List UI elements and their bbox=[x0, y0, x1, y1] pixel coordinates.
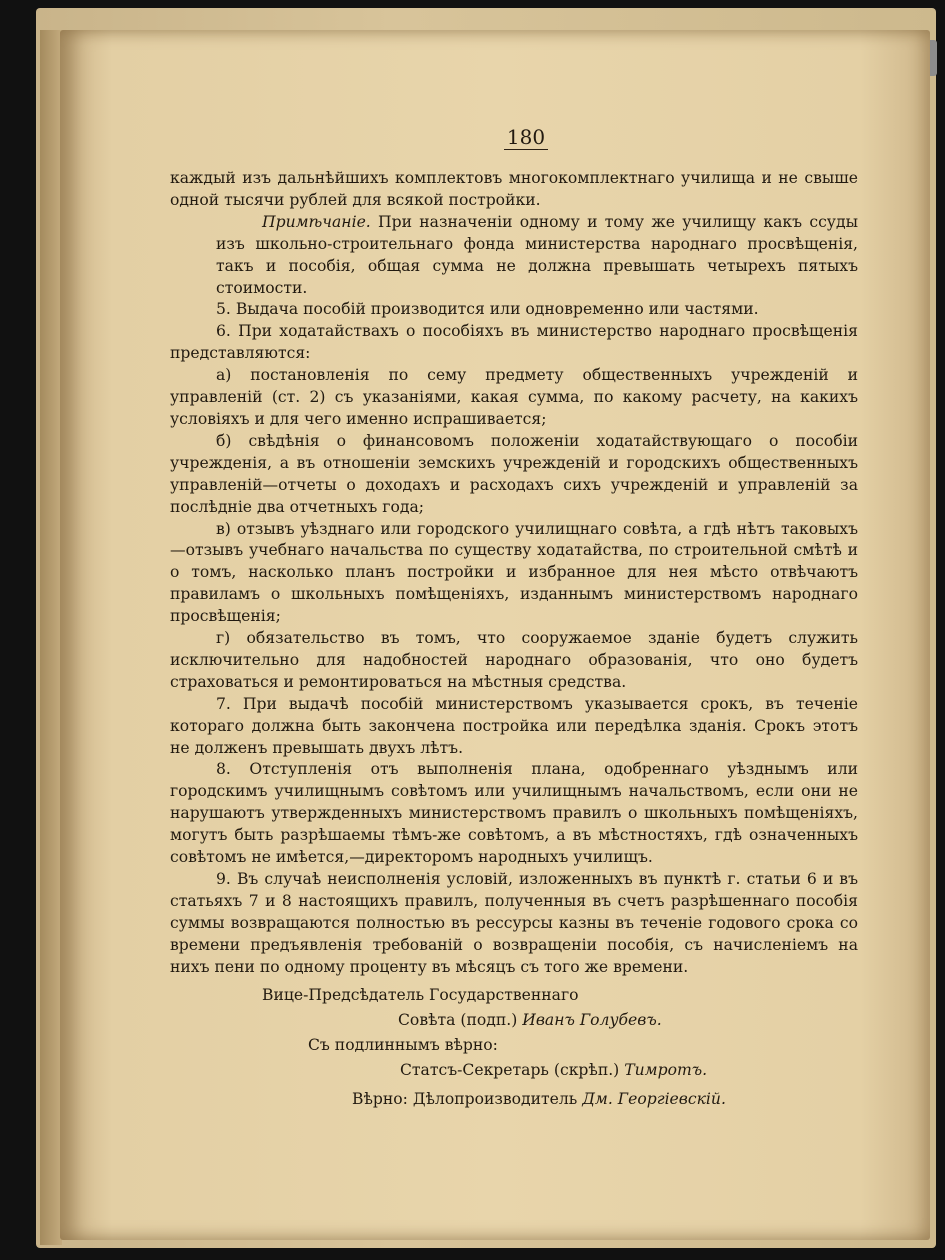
book-spine bbox=[40, 30, 62, 1245]
signature-name-georgievsky: Дм. Георгіевскій. bbox=[582, 1089, 726, 1108]
paragraph-7: 7. При выдачѣ пособій министерствомъ указывается срокъ, въ теченіе котораго должна быть закончена постройка или передѣлка зданія. Срокъ этотъ не долженъ превышать двухъ лѣтъ. bbox=[170, 694, 858, 757]
signature-line-5 bbox=[170, 1087, 858, 1112]
paragraph-6a: а) постановленія по сему предмету общественныхъ учрежденій и управленій (ст. 2) съ указаніями, какая сумма, по какому расчету, на какихъ условіяхъ и для чего именно испрашивается; bbox=[170, 366, 858, 428]
signature-line-4 bbox=[170, 1058, 858, 1083]
paragraph-6g: г) обязательство въ томъ, что сооружаемое зданіе будетъ служить исключительно для надобностей народнаго образованія, что оно будетъ страховаться и ремонтироваться на мѣстныя средства. bbox=[170, 629, 858, 691]
paragraph-5: 5. Выдача пособій производится или одновременно или частями. bbox=[216, 300, 759, 319]
paragraph-9: 9. Въ случаѣ неисполненія условій, изложенныхъ въ пунктѣ г. статьи 6 и въ статьяхъ 7 и 8 настоящихъ правилъ, полученныя въ счетъ разрѣшеннаго пособія суммы возвращаются полностью въ рессурсы казны въ теченіе годового срока со времени предъявленія требованій о возвращеніи пособія, съ начисленіемъ на нихъ пени по одному проценту въ мѣсяцъ съ того же времени. bbox=[170, 870, 858, 976]
page-text-block bbox=[170, 122, 858, 1112]
page-number: 180 bbox=[170, 122, 858, 152]
paragraph-6: 6. При ходатайствахъ о пособіяхъ въ министерство народнаго просвѣщенія представляются: bbox=[170, 322, 858, 363]
signature-prefix-4: Статсъ-Секретарь (скрѣп.) bbox=[400, 1060, 625, 1079]
note-text: При назначеніи одному и тому же училищу какъ ссуды изъ школьно-строительнаго фонда министерства народнаго просвѣщенія, такъ и пособія, общая сумма не должна превышать четырехъ пятыхъ стоимости. bbox=[216, 212, 858, 297]
paragraph-6v: в) отзывъ уѣзднаго или городского училищнаго совѣта, а гдѣ нѣтъ таковыхъ—отзывъ учебнаго начальства по существу ходатайства, по строительной смѣтѣ и о томъ, насколько планъ постройки и избранное для нея мѣсто отвѣчаютъ правиламъ о школьныхъ помѣщеніяхъ, изданнымъ министерствомъ народнаго просвѣщенія; bbox=[170, 519, 858, 626]
signature-prefix-2: Совѣта (подп.) bbox=[398, 1010, 523, 1029]
signature-line-3: Съ подлиннымъ вѣрно: bbox=[308, 1035, 498, 1054]
signature-line-2 bbox=[170, 1008, 858, 1033]
signature-name-timrot: Тимротъ. bbox=[624, 1060, 708, 1079]
paragraph-6b: б) свѣдѣнія о финансовомъ положеніи ходатайствующаго о пособіи учрежденія, а въ отношеніи земскихъ учрежденій и городскихъ общественныхъ управленій—отчеты о доходахъ и расходахъ сихъ учрежденій и управленій за послѣдніе два отчетныхъ года; bbox=[170, 431, 858, 516]
paragraph-8: 8. Отступленія отъ выполненія плана, одобреннаго уѣзднымъ или городскимъ училищнымъ совѣтомъ или училищнымъ начальствомъ, если они не нарушаютъ утвержденныхъ министерствомъ правилъ о школьныхъ помѣщеніяхъ, могутъ быть разрѣшаемы тѣмъ-же совѣтомъ, а въ мѣстностяхъ, гдѣ означенныхъ совѣтомъ не имѣется,—директоромъ народныхъ училищъ. bbox=[170, 760, 858, 867]
signature-name-golubev: Иванъ Голубевъ. bbox=[522, 1010, 662, 1029]
note-label: Примѣчаніе. bbox=[262, 212, 371, 231]
signature-line-1: Вице-Предсѣдатель Государственнаго bbox=[262, 985, 579, 1004]
note-paragraph bbox=[170, 212, 858, 300]
signature-prefix-5: Вѣрно: Дѣлопроизводитель bbox=[352, 1089, 583, 1108]
paragraph-continuation: каждый изъ дальнѣйшихъ комплектовъ многокомплектнаго училища и не свыше одной тысячи рублей для всякой постройки. bbox=[170, 169, 858, 209]
